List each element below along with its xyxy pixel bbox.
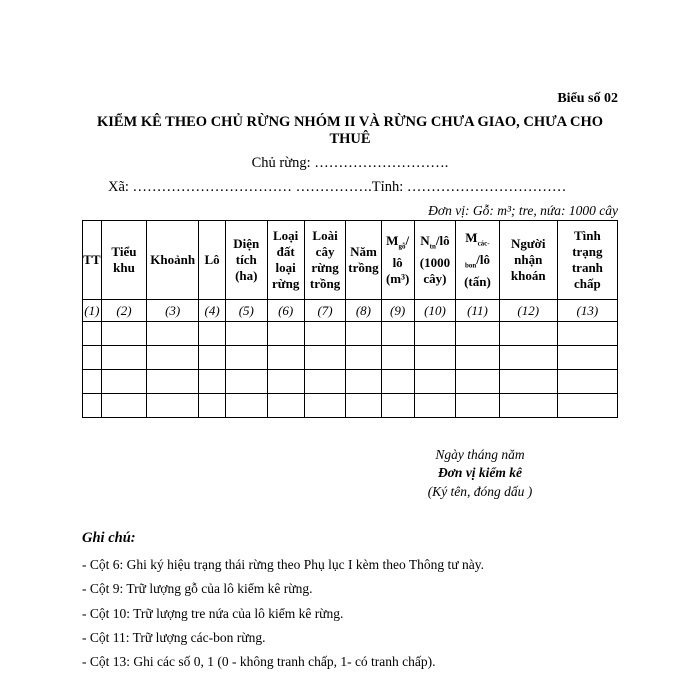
table-cell[interactable] bbox=[557, 394, 617, 418]
column-header-carbon bbox=[456, 221, 500, 300]
table-cell[interactable] bbox=[267, 346, 304, 370]
table-cell[interactable] bbox=[499, 370, 557, 394]
column-header-sub: tn bbox=[429, 242, 436, 251]
column-header: Tiểu khu bbox=[101, 221, 147, 300]
column-header-rest: /lô (tấn) bbox=[464, 252, 491, 289]
table-row bbox=[83, 370, 618, 394]
table-cell[interactable] bbox=[346, 370, 381, 394]
signature-unit: Đơn vị kiểm kê bbox=[437, 465, 523, 480]
column-number: (12) bbox=[499, 300, 557, 322]
table-cell[interactable] bbox=[199, 394, 226, 418]
table-cell[interactable] bbox=[557, 370, 617, 394]
column-number: (9) bbox=[381, 300, 414, 322]
note-item: - Cột 9: Trữ lượng gỗ của lô kiểm kê rừng. bbox=[82, 581, 313, 597]
table-row bbox=[83, 346, 618, 370]
column-header: TT bbox=[83, 221, 102, 300]
table-cell[interactable] bbox=[381, 394, 414, 418]
note-item: - Cột 13: Ghi các số 0, 1 (0 - không tranh chấp, 1- có tranh chấp). bbox=[82, 654, 436, 670]
column-header-sub: gỗ bbox=[398, 242, 406, 251]
column-header-main: M bbox=[465, 230, 478, 246]
commune-province-line: Xã: …………………………… …………….Tỉnh: …………………………… bbox=[108, 179, 567, 195]
column-header-main: M bbox=[386, 233, 399, 249]
table-cell[interactable] bbox=[381, 322, 414, 346]
table-cell[interactable] bbox=[83, 370, 102, 394]
table-cell[interactable] bbox=[83, 346, 102, 370]
form-code: Biểu số 02 bbox=[557, 91, 618, 106]
table-header-row bbox=[83, 221, 618, 300]
inventory-table bbox=[82, 220, 618, 418]
table-cell[interactable] bbox=[147, 346, 199, 370]
column-number: (11) bbox=[456, 300, 500, 322]
table-cell[interactable] bbox=[499, 394, 557, 418]
table-cell[interactable] bbox=[499, 322, 557, 346]
notes-title: Ghi chú: bbox=[82, 530, 136, 546]
column-header: Loại đất loại rừng bbox=[267, 221, 304, 300]
table-cell[interactable] bbox=[456, 370, 500, 394]
table-cell[interactable] bbox=[101, 394, 147, 418]
table-cell[interactable] bbox=[83, 322, 102, 346]
column-number: (4) bbox=[199, 300, 226, 322]
table-cell[interactable] bbox=[456, 394, 500, 418]
notes-list bbox=[82, 553, 484, 674]
document-title: KIỂM KÊ THEO CHỦ RỪNG NHÓM II VÀ RỪNG CHƯA GIAO, CHƯA CHO THUÊ bbox=[96, 114, 604, 147]
table-cell[interactable] bbox=[147, 394, 199, 418]
column-header: Năm trồng bbox=[346, 221, 381, 300]
table-cell[interactable] bbox=[381, 370, 414, 394]
table-cell[interactable] bbox=[456, 346, 500, 370]
column-header-rest: / lô (m³) bbox=[385, 233, 410, 286]
forest-owner-line: Chủ rừng: ………………………. bbox=[251, 155, 449, 171]
table-cell[interactable] bbox=[226, 322, 267, 346]
column-number: (3) bbox=[147, 300, 199, 322]
table-cell[interactable] bbox=[101, 346, 147, 370]
column-number: (2) bbox=[101, 300, 147, 322]
table-cell[interactable] bbox=[304, 370, 345, 394]
column-header: Tình trạng tranh chấp bbox=[557, 221, 617, 300]
table-cell[interactable] bbox=[346, 394, 381, 418]
table-cell[interactable] bbox=[83, 394, 102, 418]
note-item: - Cột 10: Trữ lượng tre nứa của lô kiểm kê rừng. bbox=[82, 605, 344, 621]
table-cell[interactable] bbox=[499, 346, 557, 370]
column-header-sub: các-bon bbox=[464, 240, 490, 270]
table-cell[interactable] bbox=[267, 370, 304, 394]
column-number: (13) bbox=[557, 300, 617, 322]
table-cell[interactable] bbox=[101, 370, 147, 394]
note-item: - Cột 6: Ghi ký hiệu trạng thái rừng theo Phụ lục I kèm theo Thông tư này. bbox=[82, 557, 484, 572]
table-cell[interactable] bbox=[346, 346, 381, 370]
column-header: Loài cây rừng trồng bbox=[304, 221, 345, 300]
column-number: (7) bbox=[304, 300, 345, 322]
table-cell[interactable] bbox=[147, 370, 199, 394]
table-cell[interactable] bbox=[199, 346, 226, 370]
column-header: Diện tích (ha) bbox=[226, 221, 267, 300]
column-header-main: N bbox=[420, 233, 430, 249]
column-header-wood-volume bbox=[381, 221, 414, 300]
note-item: - Cột 11: Trữ lượng các-bon rừng. bbox=[82, 629, 266, 645]
signature-note: (Ký tên, đóng dấu ) bbox=[427, 484, 533, 499]
column-number-row bbox=[83, 300, 618, 322]
table-cell[interactable] bbox=[199, 370, 226, 394]
table-cell[interactable] bbox=[199, 322, 226, 346]
unit-line: Đơn vị: Gỗ: m³; tre, nứa: 1000 cây bbox=[428, 203, 618, 218]
table-row bbox=[83, 322, 618, 346]
table-cell[interactable] bbox=[381, 346, 414, 370]
column-number: (5) bbox=[226, 300, 267, 322]
table-cell[interactable] bbox=[557, 322, 617, 346]
table-cell[interactable] bbox=[557, 346, 617, 370]
table-cell[interactable] bbox=[304, 322, 345, 346]
column-number: (6) bbox=[267, 300, 304, 322]
table-cell[interactable] bbox=[147, 322, 199, 346]
column-header-bamboo bbox=[414, 221, 455, 300]
table-cell[interactable] bbox=[101, 322, 147, 346]
column-number: (8) bbox=[346, 300, 381, 322]
table-cell[interactable] bbox=[456, 322, 500, 346]
table-cell[interactable] bbox=[346, 322, 381, 346]
column-header: Khoảnh bbox=[147, 221, 199, 300]
signature-date: Ngày tháng năm bbox=[435, 447, 525, 462]
column-header: Người nhận khoán bbox=[499, 221, 557, 300]
table-cell[interactable] bbox=[226, 370, 267, 394]
table-row bbox=[83, 394, 618, 418]
table-cell[interactable] bbox=[226, 394, 267, 418]
column-number: (1) bbox=[83, 300, 102, 322]
table-cell[interactable] bbox=[267, 394, 304, 418]
table-cell[interactable] bbox=[304, 394, 345, 418]
table-cell[interactable] bbox=[414, 346, 455, 370]
table-cell[interactable] bbox=[226, 346, 267, 370]
table-cell[interactable] bbox=[414, 370, 455, 394]
table-cell[interactable] bbox=[414, 394, 455, 418]
table-cell[interactable] bbox=[304, 346, 345, 370]
column-header-rest: /lô (1000 cây) bbox=[419, 233, 451, 286]
column-number: (10) bbox=[414, 300, 455, 322]
table-cell[interactable] bbox=[414, 322, 455, 346]
table-cell[interactable] bbox=[267, 322, 304, 346]
column-header: Lô bbox=[199, 221, 226, 300]
